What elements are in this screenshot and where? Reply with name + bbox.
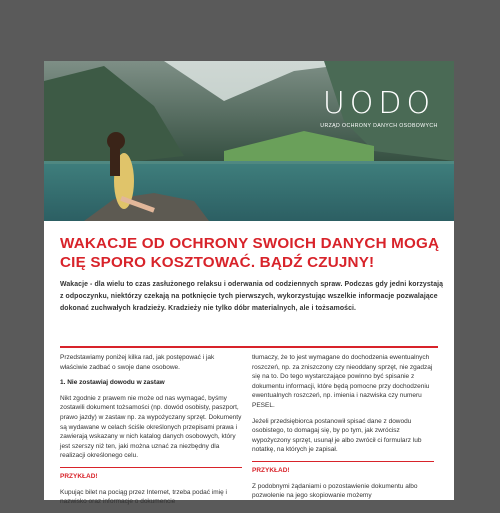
hero-photo	[44, 61, 454, 221]
body-paragraph-2: Jeżeli przedsiębiorca postanowił spisać dane z dowodu osobistego, to domagaj się, by po tym, jak zwrócisz wypożyczony sprzęt, usunął je albo zwrócił ci formularz lub notatkę, na których je zapisał.	[252, 417, 422, 454]
section-divider	[60, 346, 438, 348]
example-text: Z podobnymi żądaniami o pozostawienie dokumentu albo pozwolenie na jego skopiowanie możemy	[252, 482, 418, 500]
body-paragraph-1: tłumaczy, że to jest wymagane do dochodzenia ewentualnych roszczeń, np. za zniszczony czy nieoddany sprzęt, nie zgadzaj się na to. Do tego wystarczające powinno być spisanie z dokumentu informacji, które będą pomocne przy dochodzeniu ewentualnych roszczeń, np. imienia i nazwiska czy numeru PESEL.	[252, 354, 433, 409]
intro-paragraph: Przedstawiamy poniżej kilka rad, jak postępować i jak właściwie zadbać o swoje dane osobowe.	[60, 354, 215, 371]
example-label: PRZYKŁAD!	[60, 472, 98, 480]
example-text: Kupując bilet na pociąg przez Internet, trzeba podać imię i nazwisko oraz informacje o dokumencie	[60, 488, 227, 506]
example-label: PRZYKŁAD!	[252, 466, 290, 474]
article-lead: Wakacje - dla wielu to czas zasłużonego relaksu i oderwania od codziennych spraw. Podczas gdy jedni korzystają z odpoczynku, niektórzy czekają na potknięcie tych pierwszych, wykorzystując wszelkie informacje pozwalające dokonać zuchwałych kradzieży. Kradzieży nie tylko dóbr materialnych, ale i tożsamości.	[60, 281, 444, 312]
article-headline: WAKACJE OD OCHRONY SWOICH DANYCH MOGĄ CIĘ SPORO KOSZTOWAĆ. BĄDŹ CZUJNY!	[60, 235, 440, 271]
column-left	[60, 353, 242, 513]
example-box	[252, 461, 434, 501]
uodo-logo	[314, 87, 444, 129]
tip-body: Nikt zgodnie z prawem nie może od nas wymagać, byśmy zostawili dokument tożsamości (np. dowód osobisty, paszport, prawo jazdy) w zastaw np. za wypożyczany sprzęt. Dokumenty są wydawane w celach ściśle określonych przepisami prawa i zawierają wskazany w nich katalog danych osobowych, który jest szerszy niż ten, jaki można uznać za niezbędny dla realizacji określonego celu.	[60, 394, 242, 460]
lake-landscape-image	[44, 61, 454, 221]
example-box	[60, 467, 242, 507]
document-page	[44, 61, 454, 506]
logo-mark: UODO	[322, 86, 436, 121]
column-right	[252, 353, 434, 507]
logo-subtitle: URZĄD OCHRONY DANYCH OSOBOWYCH	[320, 123, 438, 129]
tip-heading: 1. Nie zostawiaj dowodu w zastaw	[60, 379, 165, 387]
